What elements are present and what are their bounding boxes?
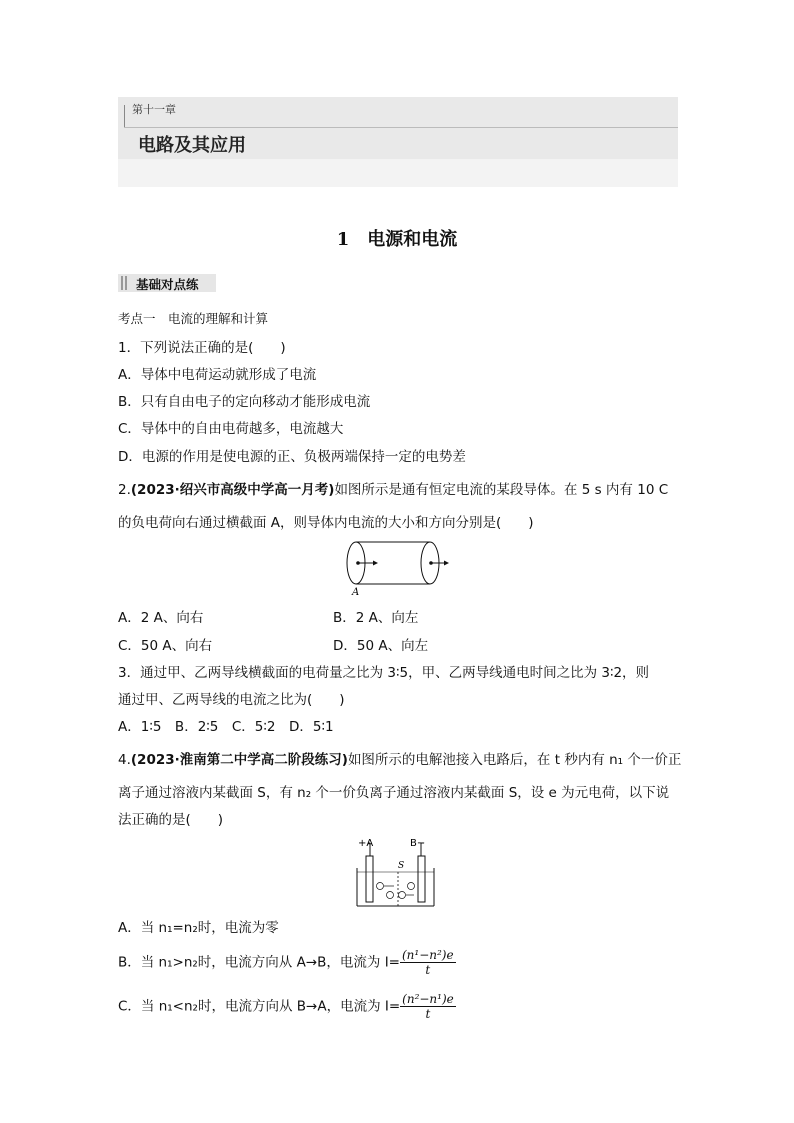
q2-option-b: B．2 A、向左 <box>333 610 419 626</box>
q2-stem-text1: 如图所示是通有恒定电流的某段导体。在 5 s 内有 10 C <box>334 482 669 498</box>
q4-option-c-denominator: t <box>425 1007 431 1021</box>
anode-label: +A <box>358 838 374 849</box>
q4-stem-text1: 如图所示的电解池接入电路后，在 t 秒内有 n₁ 个一价正 <box>347 752 682 768</box>
q4-option-a: A．当 n₁=n₂时，电流为零 <box>118 920 279 936</box>
q4-option-c <box>118 992 456 1021</box>
q4-option-c-numerator: (n²−n¹)e <box>402 992 454 1006</box>
q2-stem-line2: 的负电荷向右通过横截面 A，则导体内电流的大小和方向分别是( ) <box>118 515 534 531</box>
anode-electrode <box>366 856 373 902</box>
q1-stem: 1．下列说法正确的是( ) <box>118 340 286 356</box>
q3-stem-line2: 通过甲、乙两导线的电流之比为( ) <box>118 692 345 708</box>
q2-option-d: D．50 A、向左 <box>333 638 429 654</box>
lesson-title: 1 电源和电流 <box>336 229 458 250</box>
negative-ion-icon-2 <box>399 892 406 899</box>
positive-ion-icon <box>377 883 384 890</box>
q4-option-c-text: C．当 n₁<n₂时，电流方向从 B→A，电流为 I= <box>118 998 401 1015</box>
section-s-label: S <box>398 861 405 871</box>
q4-option-b-text: B．当 n₁>n₂时，电流方向从 A→B，电流为 I= <box>118 954 400 971</box>
q2-option-a: A．2 A、向右 <box>118 610 204 626</box>
q4-option-b <box>118 948 456 977</box>
q3-options: A．1∶5 B．2∶5 C．5∶2 D．5∶1 <box>118 719 334 735</box>
q4-option-b-numerator: (n¹−n²)e <box>401 948 454 962</box>
section-tag-label: 基础对点练 <box>136 277 199 292</box>
q4-option-b-fraction <box>400 948 456 977</box>
chapter-number: 第十一章 <box>132 103 176 116</box>
arrow-right-head <box>444 561 449 566</box>
q2-stem-line1 <box>118 478 668 498</box>
arrow-left-head <box>373 561 378 566</box>
q4-source: (2023·淮南第二中学高二阶段练习) <box>130 752 348 768</box>
q2-option-c: C．50 A、向右 <box>118 638 213 654</box>
chapter-tick-mark <box>124 105 125 127</box>
section-tag <box>118 274 216 292</box>
chapter-header-lower-band <box>118 159 678 187</box>
chapter-header <box>118 97 678 189</box>
cathode-label: B− <box>410 838 426 849</box>
q4-stem-line1 <box>118 748 681 768</box>
positive-ion-icon-2 <box>408 883 415 890</box>
chapter-title: 电路及其应用 <box>138 135 246 156</box>
q1-option-d: D．电源的作用是使电源的正、负极两端保持一定的电势差 <box>118 449 466 465</box>
q4-stem-line3: 法正确的是( ) <box>118 812 224 828</box>
chapter-divider <box>124 127 678 128</box>
q4-stem-line2: 离子通过溶液内某截面 S，有 n₂ 个一价负离子通过溶液内某截面 S，设 e 为元电荷，以下说 <box>118 785 670 801</box>
negative-ion-icon <box>387 892 394 899</box>
q4-option-c-fraction <box>400 992 456 1021</box>
cathode-electrode <box>418 856 425 902</box>
q4-option-b-denominator: t <box>425 963 431 977</box>
q2-source: (2023·绍兴市高级中学高一月考) <box>130 482 335 498</box>
topic-heading: 考点一 电流的理解和计算 <box>118 311 269 326</box>
q4-number: 4. <box>118 752 131 768</box>
q1-option-c: C．导体中的自由电荷越多，电流越大 <box>118 421 344 437</box>
cross-section-label: A <box>352 587 360 598</box>
q3-stem-line1: 3．通过甲、乙两导线横截面的电荷量之比为 3∶5，甲、乙两导线通电时间之比为 3∶2，则 <box>118 665 650 681</box>
electrolytic-cell-figure <box>354 832 444 910</box>
q2-number: 2. <box>118 482 131 498</box>
section-tag-bars-icon <box>121 276 127 290</box>
q1-option-a: A．导体中电荷运动就形成了电流 <box>118 367 317 383</box>
q1-option-b: B．只有自由电子的定向移动才能形成电流 <box>118 394 371 410</box>
conductor-cylinder-figure <box>344 538 454 598</box>
